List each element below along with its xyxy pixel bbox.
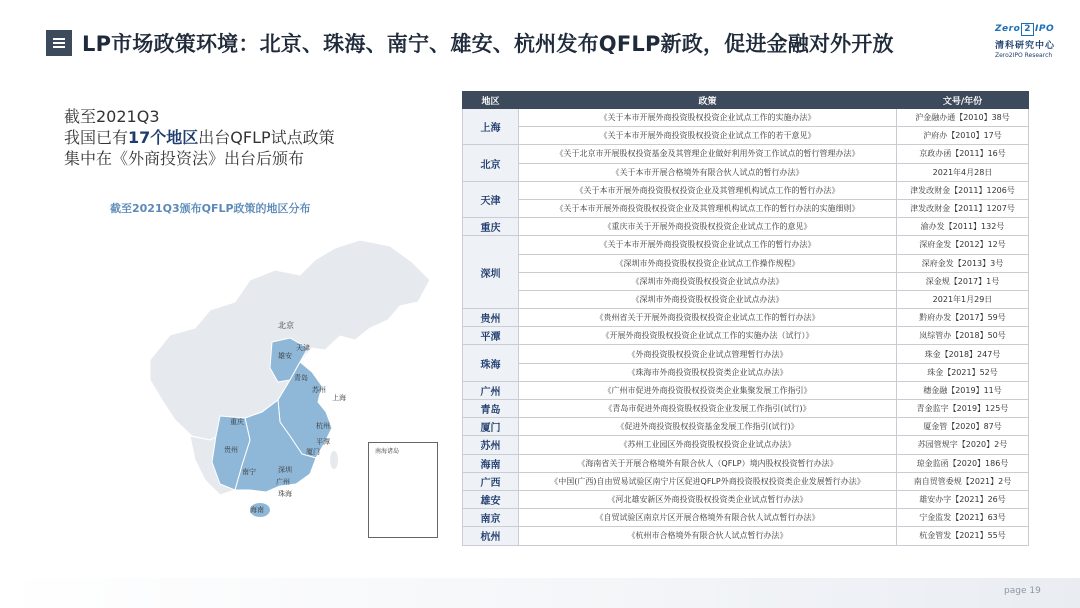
doc-cell: 苏园管规字【2020】2号	[897, 436, 1029, 454]
page-number: page 19	[1004, 586, 1041, 596]
menu-icon[interactable]	[46, 30, 72, 56]
map-label-tianjin: 天津	[296, 344, 310, 352]
map-taiwan	[330, 451, 338, 469]
map-label-shenzhen: 深圳	[278, 466, 292, 474]
table-row	[463, 218, 1029, 236]
doc-cell: 青金监字【2019】125号	[897, 400, 1029, 418]
page-title: LP市场政策环境：北京、珠海、南宁、雄安、杭州发布QFLP新政，促进金融对外开放	[82, 32, 894, 56]
policy-cell: 《关于本市开展外商投资股权投资企业试点工作的实施办法》	[519, 109, 897, 127]
policy-cell: 《开展外商投资股权投资企业试点工作的实施办法（试行）》	[519, 327, 897, 345]
doc-cell: 珠金【2018】247号	[897, 345, 1029, 363]
table-row	[463, 327, 1029, 345]
policy-cell: 《外商投资股权投资企业试点管理暂行办法》	[519, 345, 897, 363]
slide-header	[0, 0, 1080, 78]
map-label-beijing: 北京	[278, 321, 294, 330]
policy-cell: 《关于北京市开展股权投资基金及其管理企业做好利用外资工作试点的暂行管理办法》	[519, 145, 897, 163]
region-cell: 厦门	[463, 418, 519, 436]
footer-bar	[0, 578, 1080, 608]
policy-cell: 《深圳市外商投资股权投资企业试点办法》	[519, 272, 897, 290]
logo-mark-b: 2	[1021, 23, 1034, 36]
doc-cell: 黔府办发【2017】59号	[897, 309, 1029, 327]
map-label-guangzhou: 广州	[276, 478, 290, 486]
table-row	[463, 418, 1029, 436]
region-cell: 苏州	[463, 436, 519, 454]
header-policy: 政策	[519, 92, 897, 109]
summary-line-2	[64, 127, 335, 148]
region-cell: 天津	[463, 181, 519, 217]
logo-en: Zero2IPO Research	[995, 52, 1053, 59]
doc-cell: 深府金发【2013】3号	[897, 254, 1029, 272]
doc-cell: 2021年4月28日	[897, 163, 1029, 181]
summary-text	[64, 106, 335, 169]
policy-cell: 《关于本市开展外商投资股权投资企业试点工作的若干意见》	[519, 127, 897, 145]
region-cell: 上海	[463, 109, 519, 145]
map-label-qingdao: 青岛	[294, 374, 308, 382]
table-row	[463, 436, 1029, 454]
map-label-xiongan: 雄安	[278, 352, 292, 360]
logo-mark	[995, 22, 1059, 36]
table-row	[463, 236, 1029, 254]
policy-cell: 《青岛市促进外商投资股权投资企业发展工作指引(试行)》	[519, 400, 897, 418]
policy-cell: 《重庆市关于开展外商投资股权投资企业试点工作的意见》	[519, 218, 897, 236]
policy-cell: 《关于本市开展合格境外有限合伙人试点的暂行办法》	[519, 163, 897, 181]
doc-cell: 岚综管办【2018】50号	[897, 327, 1029, 345]
table-row	[463, 181, 1029, 199]
logo-mark-c: IPO	[1035, 24, 1055, 34]
doc-cell: 穗金融【2019】11号	[897, 381, 1029, 399]
map-label-guizhou: 贵州	[224, 446, 238, 454]
region-cell: 青岛	[463, 400, 519, 418]
policy-cell: 《杭州市合格境外有限合伙人试点暂行办法》	[519, 527, 897, 545]
table-row	[463, 381, 1029, 399]
region-cell: 雄安	[463, 490, 519, 508]
table-row	[463, 472, 1029, 490]
table-row	[463, 363, 1029, 381]
region-cell: 广州	[463, 381, 519, 399]
table-row	[463, 145, 1029, 163]
table-row	[463, 163, 1029, 181]
map-label-chongqing: 重庆	[230, 418, 244, 426]
policy-cell: 《关于本市开展外商投资股权投资企业及其管理机构试点工作的暂行办法的实施细则》	[519, 199, 897, 217]
region-cell: 平潭	[463, 327, 519, 345]
policy-cell: 《关于本市开展外商投资股权投资企业试点工作的暂行办法》	[519, 236, 897, 254]
table-row	[463, 490, 1029, 508]
doc-cell: 厦金管【2020】87号	[897, 418, 1029, 436]
summary-line-1: 截至2021Q3	[64, 107, 160, 126]
doc-cell: 深金规【2017】1号	[897, 272, 1029, 290]
map-label-nanning: 南宁	[242, 468, 256, 476]
doc-cell: 津发改财金【2011】1207号	[897, 199, 1029, 217]
table-row	[463, 527, 1029, 545]
policy-table	[462, 91, 1029, 546]
policy-cell: 《自贸试验区南京片区开展合格境外有限合伙人试点暂行办法》	[519, 509, 897, 527]
south-china-sea-inset	[368, 442, 438, 538]
table-row	[463, 272, 1029, 290]
doc-cell: 珠金【2021】52号	[897, 363, 1029, 381]
map-label-suzhou: 苏州	[312, 386, 326, 394]
inset-title: 南海诸岛	[375, 448, 400, 455]
doc-cell: 杭金管发【2021】55号	[897, 527, 1029, 545]
region-cell: 广西	[463, 472, 519, 490]
region-cell: 北京	[463, 145, 519, 181]
map-label-xiamen: 厦门	[306, 448, 320, 456]
policy-cell: 《贵州省关于开展外商投资股权投资企业试点工作的暂行办法》	[519, 309, 897, 327]
policy-cell: 《促进外商投资股权投资基金发展工作指引(试行)》	[519, 418, 897, 436]
table-row	[463, 127, 1029, 145]
region-cell: 贵州	[463, 309, 519, 327]
policy-cell: 《深圳市外商投资股权投资企业试点办法》	[519, 290, 897, 308]
doc-cell: 雄安办字【2021】26号	[897, 490, 1029, 508]
doc-cell: 南自贸管委规【2021】2号	[897, 472, 1029, 490]
policy-cell: 《关于本市开展外商投资股权投资企业及其管理机构试点工作的暂行办法》	[519, 181, 897, 199]
region-cell: 重庆	[463, 218, 519, 236]
doc-cell: 京政办函【2011】16号	[897, 145, 1029, 163]
table-row	[463, 199, 1029, 217]
region-cell: 珠海	[463, 345, 519, 381]
table-row	[463, 509, 1029, 527]
logo-mark-a: Zero	[995, 24, 1021, 34]
header-region: 地区	[463, 92, 519, 109]
policy-cell: 《苏州工业园区外商投资股权投资企业试点办法》	[519, 436, 897, 454]
doc-cell: 琼金监函【2020】186号	[897, 454, 1029, 472]
doc-cell: 2021年1月29日	[897, 290, 1029, 308]
table-row	[463, 109, 1029, 127]
policy-cell: 《珠海市外商投资股权投资类企业试点办法》	[519, 363, 897, 381]
summary-line-2-bold: 17个地区	[128, 128, 199, 147]
summary-line-2-pre: 我国已有	[64, 128, 129, 147]
table-row	[463, 345, 1029, 363]
table-row	[463, 254, 1029, 272]
policy-cell: 《海南省关于开展合格境外有限合伙人（QFLP）境内股权投资暂行办法》	[519, 454, 897, 472]
map-label-pingtan: 平潭	[316, 438, 330, 446]
region-cell: 深圳	[463, 236, 519, 309]
policy-cell: 《深圳市外商投资股权投资企业试点工作操作规程》	[519, 254, 897, 272]
map-label-hainan: 海南	[250, 506, 264, 514]
summary-line-2-post: 出台QFLP试点政策	[198, 128, 335, 147]
table-row	[463, 290, 1029, 308]
table-row	[463, 400, 1029, 418]
doc-cell: 津发改财金【2011】1206号	[897, 181, 1029, 199]
policy-cell: 《中国(广西)自由贸易试验区南宁片区促进QFLP外商投资股权投资类企业发展暂行办法》	[519, 472, 897, 490]
region-cell: 海南	[463, 454, 519, 472]
map-label-hangzhou: 杭州	[316, 422, 330, 430]
doc-cell: 渝办发【2011】132号	[897, 218, 1029, 236]
doc-cell: 沪府办【2010】17号	[897, 127, 1029, 145]
doc-cell: 沪金融办通【2010】38号	[897, 109, 1029, 127]
map-label-shanghai: 上海	[332, 394, 346, 402]
doc-cell: 宁金监发【2021】63号	[897, 509, 1029, 527]
map-label-zhuhai: 珠海	[278, 490, 292, 498]
doc-cell: 深府金发【2012】12号	[897, 236, 1029, 254]
logo-cn: 清科研究中心	[995, 41, 1056, 51]
region-cell: 杭州	[463, 527, 519, 545]
policy-cell: 《河北雄安新区外商投资股权投资类企业试点暂行办法》	[519, 490, 897, 508]
zero2ipo-logo	[995, 22, 1059, 59]
table-row	[463, 454, 1029, 472]
summary-line-3: 集中在《外商投资法》出台后颁布	[64, 149, 305, 168]
table-header-row	[463, 92, 1029, 109]
policy-cell: 《广州市促进外商投资股权投资类企业集聚发展工作指引》	[519, 381, 897, 399]
region-cell: 南京	[463, 509, 519, 527]
header-doc-no: 文号/年份	[897, 92, 1029, 109]
map-title: 截至2021Q3颁布QFLP政策的地区分布	[110, 202, 311, 215]
table-row	[463, 309, 1029, 327]
